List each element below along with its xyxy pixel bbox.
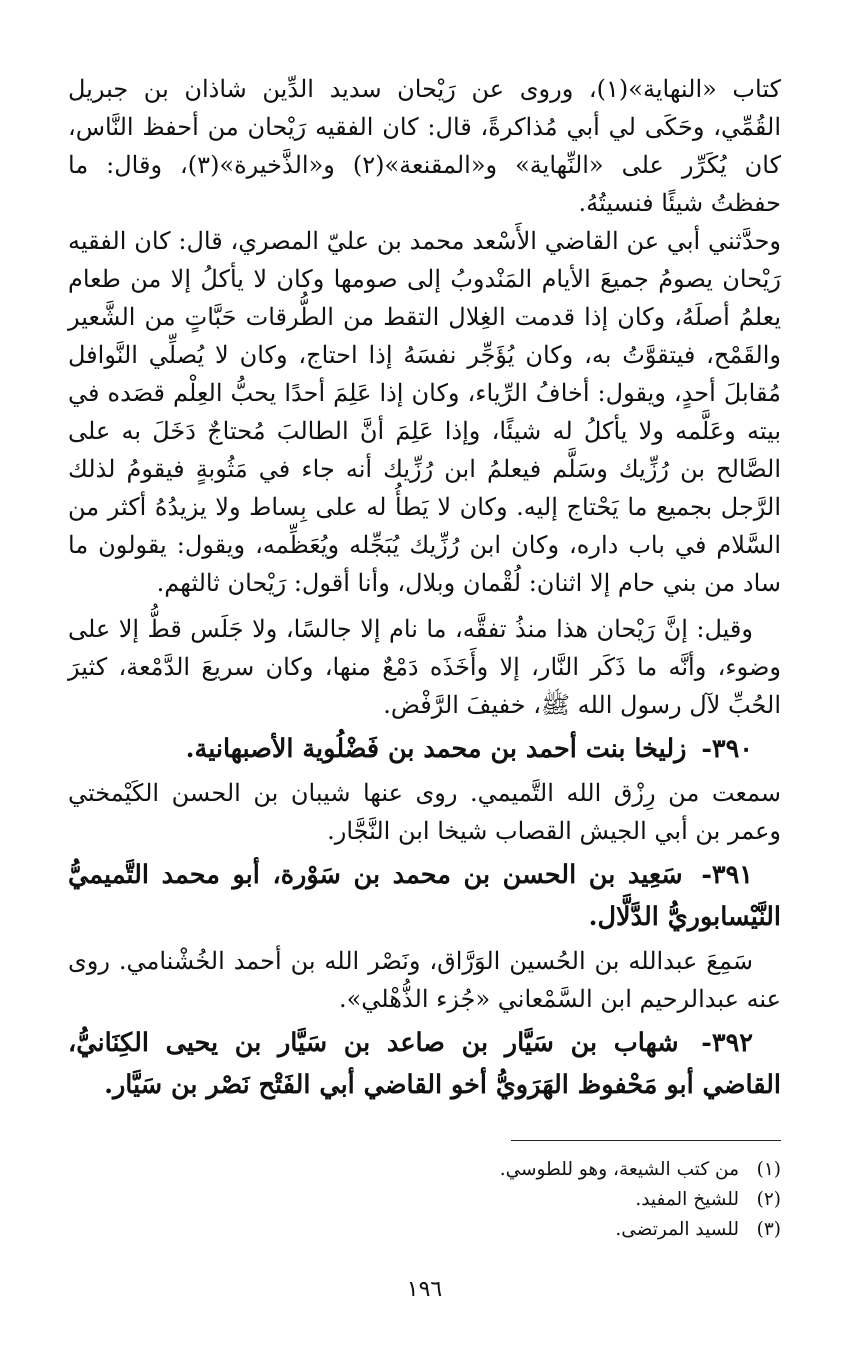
entry-390-text: سمعت من رِزْق الله التَّميمي. روى عنها شيبان بن الحسن الكَيْمختي وعمر بن أبي الجيش القصاب شيخا ابن النَّجَّار. xyxy=(68,779,781,845)
entry-392-number: ٣٩٢- xyxy=(701,1028,753,1058)
entry-392-title: شهاب بن سَيَّار بن صاعد بن سَيَّار بن يحيى الكِنَانيُّ، القاضي أبو مَحْفوظ الهَرَويُّ أخو القاضي أبي الفَتْح نَصْر بن سَيَّار. xyxy=(68,1028,781,1100)
footnote-1-number: (١) xyxy=(756,1159,781,1180)
entry-390-number: ٣٩٠- xyxy=(701,734,753,764)
footnote-2-number: (٢) xyxy=(756,1189,781,1210)
paragraph-rayhan-narration: وحدَّثني أبي عن القاضي الأَسْعد محمد بن عليّ المصري، قال: كان الفقيه رَيْحان يصومُ جميعَ الأيام المَنْدوبُ إلى صومها وكان لا يأكلُ إلا من طعام يعلمُ أصلَهُ، وكان إذا قدمت الغِلال التقط من الطُّرقات حَبَّاتٍ من الشَّعير والقَمْح، فيتقوَّتُ به، وكان يُؤَجِّر نفسَهُ إذا احتاج، وكان لا يُصلِّي النَّوافل مُقابلَ أحدٍ، ويقول: أخافُ الرِّياء، وكان إذا عَلِمَ أحدًا يحبُّ العِلْم قصَده في بيته وعَلَّمه ولا يأكلُ له شيئًا، وإذا عَلِمَ أنَّ الطالبَ مُحتاجٌ دَخَلَ به على الصَّالح بن رُزِّيك وسَلَّم فيعلمُ ابن رُزِّيك أنه جاء في مَثُوبةٍ فيقومُ لذلك الرَّجل بجميع ما يَحْتاج إليه. وكان لا يَطأُ له على بِساط ولا يزيدُهُ أكثر من السَّلام في باب داره، وكان ابن رُزِّيك يُبَجِّله ويُعَظِّمه، ويقول: يقولون ما ساد من بني حام إلا اثنان: لُقْمان وبلال، وأنا أقول: رَيْحان ثالثهم. xyxy=(68,227,782,597)
page-number: ١٩٦ xyxy=(406,1277,443,1302)
entry-390-heading xyxy=(68,728,781,770)
entry-391-number: ٣٩١- xyxy=(701,860,753,890)
footnote-1-text: من كتب الشيعة، وهو للطوسي. xyxy=(499,1159,739,1180)
entry-391-title: سَعِيد بن الحسن بن محمد بن سَوْرة، أبو محمد التَّميميُّ النَّيْسابوريُّ الدَّلَّال. xyxy=(68,860,781,932)
entry-390-title: زليخا بنت أحمد بن محمد بن فَضْلُوية الأصبهانية. xyxy=(185,734,687,764)
footnote-2 xyxy=(68,1185,781,1215)
entry-391-text: سَمِعَ عبدالله بن الحُسين الوَرَّاق، ونَصْر الله بن أحمد الخُشْنامي. روى عنه عبدالرحيم ابن السَّمْعاني «جُزء الذُّهْلي». xyxy=(68,947,781,1013)
footnote-divider xyxy=(511,1140,781,1141)
paragraph-rayhan-piety: وقيل: إنَّ رَيْحان هذا منذُ تفقَّه، ما نام إلا جالسًا، ولا جَلَس قطُّ إلا على وضوء، وأنَّه ما ذَكَر النَّار، إلا وأَخَذَه دَمْعٌ منها، وكان سريعَ الدَّمْعة، كثيرَ الحُبِّ لآل رسول الله ﷺ، خفيفَ الرَّفْض. xyxy=(68,615,781,719)
footnote-3-number: (٣) xyxy=(756,1219,781,1240)
footnote-1 xyxy=(68,1155,781,1185)
footnote-2-text: للشيخ المفيد. xyxy=(635,1189,739,1210)
entry-392-heading xyxy=(68,1022,781,1106)
main-text xyxy=(68,70,781,1106)
paragraph-rayhan-intro: كتاب «النهاية»(١)، وروى عن رَيْحان سديد الدِّين شاذان بن جبريل القُمِّي، وحَكَى لي أبي مُذاكرةً، قال: كان الفقيه رَيْحان من أحفظ النَّاس، كان يُكَرِّر على «النِّهاية» و«المقنعة»(٢) و«الذَّخيرة»(٣)، وقال: ما حفظتُ شيئًا فنسيتُهُ. xyxy=(68,75,781,217)
footnote-3 xyxy=(68,1215,781,1245)
entry-391-heading xyxy=(68,854,781,938)
footnotes xyxy=(68,1155,781,1245)
footnote-3-text: للسيد المرتضى. xyxy=(615,1219,739,1240)
